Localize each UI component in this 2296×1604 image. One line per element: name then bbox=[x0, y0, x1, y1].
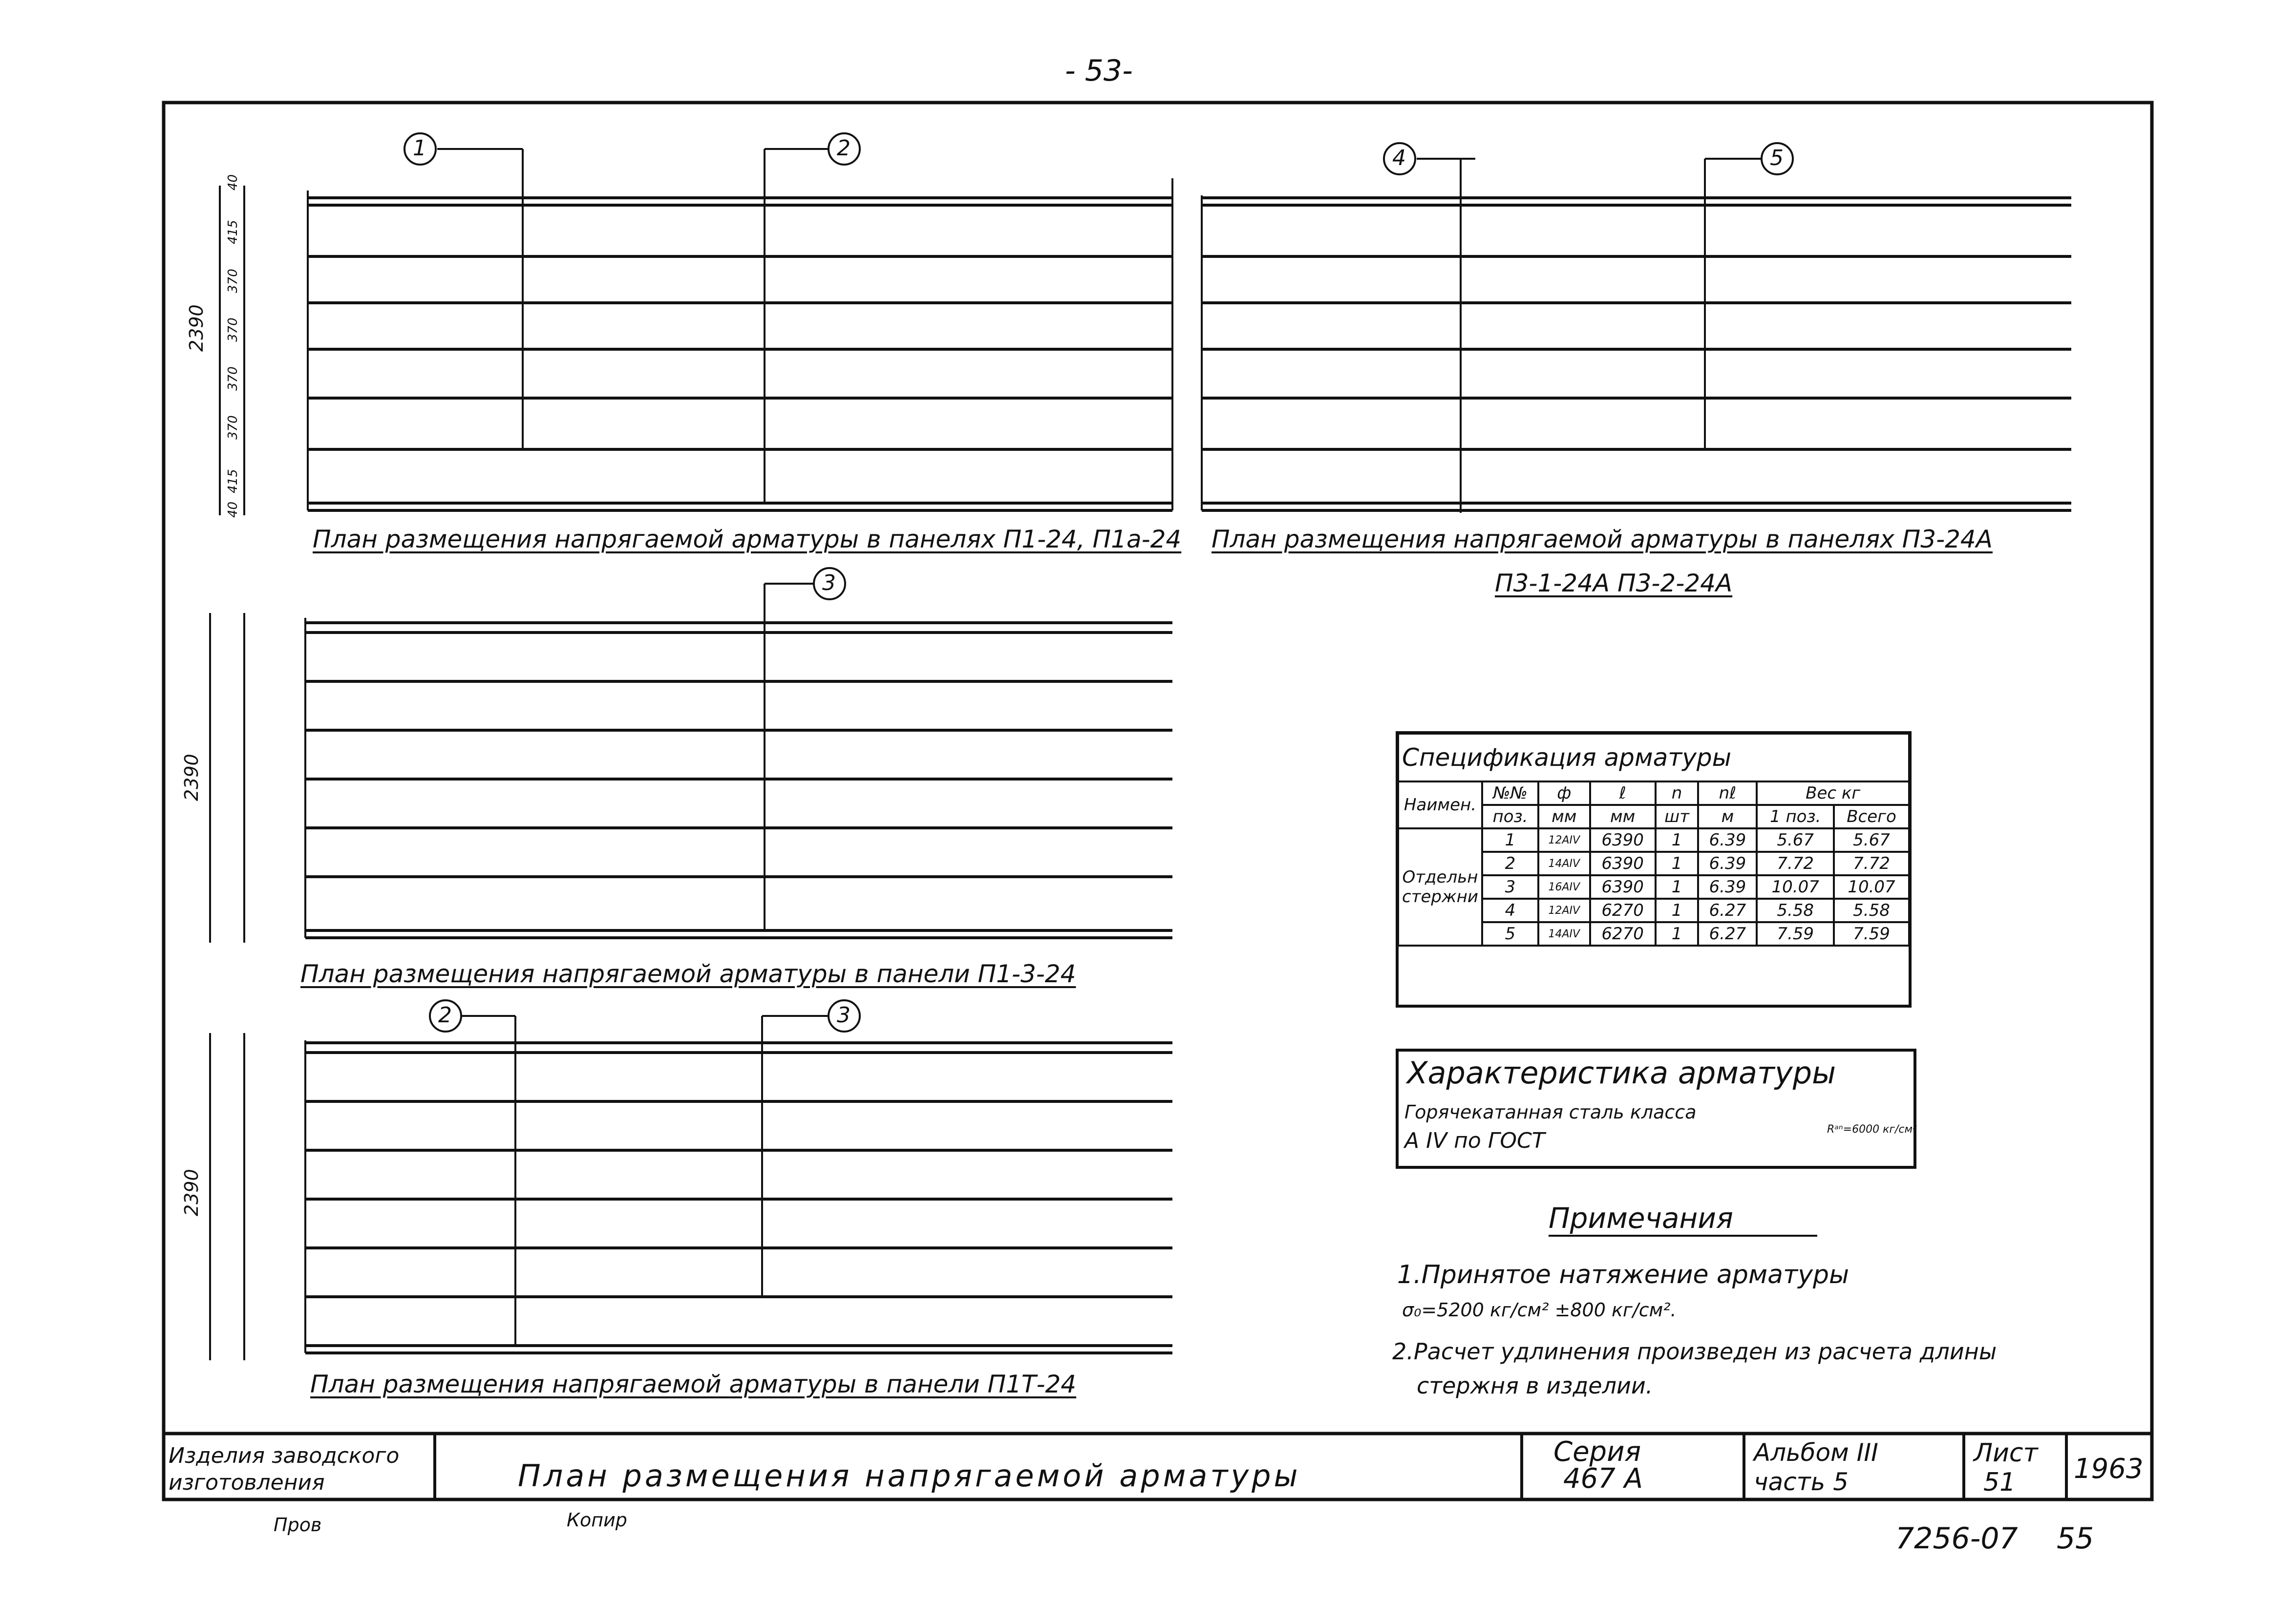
spec-h-pos2: поз. bbox=[1482, 805, 1538, 828]
stamp-title: План размещения напрягаемой арматуры bbox=[518, 1458, 1301, 1494]
cell: 1 bbox=[1656, 852, 1699, 875]
plan-title-p3: План размещения напрягаемой арматуры в панели П1-3-24 bbox=[300, 960, 1076, 988]
dim-total-p1: 2390 bbox=[186, 304, 207, 352]
dim-seg-p1-2: 370 bbox=[226, 269, 240, 293]
cell: 6.27 bbox=[1698, 899, 1757, 922]
plan-title-p4: План размещения напрягаемой арматуры в панели П1Т-24 bbox=[310, 1370, 1077, 1398]
cell: 5.58 bbox=[1834, 899, 1909, 922]
table-row bbox=[1398, 828, 1909, 852]
cell: 6.39 bbox=[1698, 875, 1757, 899]
spec-h-len: ℓ bbox=[1590, 781, 1656, 805]
marker-p1-2: 2 bbox=[837, 136, 850, 161]
marker-p3-3: 3 bbox=[822, 570, 836, 595]
marker-p4-2: 2 bbox=[438, 1003, 452, 1028]
stamp-category-1: Изделия заводского bbox=[169, 1443, 400, 1468]
cell: 1 bbox=[1656, 899, 1699, 922]
cell: 5 bbox=[1482, 922, 1538, 946]
cell: 5.67 bbox=[1834, 828, 1909, 852]
notes-heading: Примечания bbox=[1549, 1202, 1733, 1235]
cell: 16АIV bbox=[1538, 875, 1590, 899]
spec-h-pos: №№ bbox=[1482, 781, 1538, 805]
spec-h-w1: 1 поз. bbox=[1757, 805, 1834, 828]
marker-p2-4: 4 bbox=[1392, 146, 1406, 170]
cell: 7.59 bbox=[1834, 922, 1909, 946]
spec-h-weight: Вес кг bbox=[1757, 781, 1909, 805]
char-value: Rᵃⁿ=6000 кг/см² bbox=[1827, 1123, 1917, 1136]
stamp-album-part: часть 5 bbox=[1754, 1468, 1849, 1496]
cell: 10.07 bbox=[1757, 875, 1834, 899]
note-1b: σ₀=5200 кг/см² ±800 кг/см². bbox=[1402, 1299, 1677, 1321]
marker-p1-1: 1 bbox=[413, 136, 426, 161]
footer-checked: Пров bbox=[274, 1514, 322, 1536]
cell: 7.59 bbox=[1757, 922, 1834, 946]
dim-seg-p1-6: 415 bbox=[226, 469, 240, 493]
spec-h-tot2: м bbox=[1698, 805, 1757, 828]
cell: 6.27 bbox=[1698, 922, 1757, 946]
stamp-sheet-value: 51 bbox=[1983, 1468, 2016, 1497]
cell: 6390 bbox=[1590, 875, 1656, 899]
dim-seg-p1-4: 370 bbox=[226, 366, 240, 391]
stamp-category-2: изготовления bbox=[169, 1470, 325, 1495]
cell: 3 bbox=[1482, 875, 1538, 899]
char-line2: А IV по ГОСТ bbox=[1404, 1128, 1545, 1153]
cell: 6390 bbox=[1590, 852, 1656, 875]
note-1: 1.Принятое натяжение арматуры bbox=[1397, 1260, 1850, 1289]
spec-h-name: Наимен. bbox=[1398, 781, 1482, 828]
cell: 6270 bbox=[1590, 899, 1656, 922]
cell: 6270 bbox=[1590, 922, 1656, 946]
cell: 4 bbox=[1482, 899, 1538, 922]
footer-copied: Копир bbox=[567, 1509, 627, 1531]
footer-page: 55 bbox=[2057, 1521, 2094, 1556]
spec-table bbox=[1397, 733, 1910, 947]
cell: 2 bbox=[1482, 852, 1538, 875]
cell: 12АIV bbox=[1538, 828, 1590, 852]
cell: 7.72 bbox=[1834, 852, 1909, 875]
cell: 14АIV bbox=[1538, 922, 1590, 946]
cell: 5.67 bbox=[1757, 828, 1834, 852]
dim-seg-p1-7: 40 bbox=[226, 501, 240, 518]
spec-h-dia2: мм bbox=[1538, 805, 1590, 828]
cell: 10.07 bbox=[1834, 875, 1909, 899]
spec-h-wt: Всего bbox=[1834, 805, 1909, 828]
spec-h-len2: мм bbox=[1590, 805, 1656, 828]
dim-seg-p1-1: 415 bbox=[226, 220, 240, 244]
footer-doc-number: 7256-07 bbox=[1895, 1521, 2018, 1556]
char-title: Характеристика арматуры bbox=[1407, 1055, 1836, 1091]
stamp-sheet-label: Лист bbox=[1974, 1438, 2038, 1468]
note-2: 2.Расчет удлинения произведен из расчета длины bbox=[1392, 1338, 1997, 1365]
char-line1: Горячекатанная сталь класса bbox=[1404, 1101, 1697, 1123]
dim-seg-p1-3: 370 bbox=[226, 317, 240, 342]
marker-p2-5: 5 bbox=[1770, 146, 1784, 170]
spec-h-cnt2: шт bbox=[1656, 805, 1699, 828]
cell: 1 bbox=[1482, 828, 1538, 852]
cell: 7.72 bbox=[1757, 852, 1834, 875]
spec-h-cnt: n bbox=[1656, 781, 1699, 805]
spec-h-dia: ф bbox=[1538, 781, 1590, 805]
plan-title-p2: План размещения напрягаемой арматуры в панелях П3-24А bbox=[1212, 525, 1993, 553]
stamp-series-value: 467 А bbox=[1563, 1463, 1643, 1495]
stamp-album-label: Альбом III bbox=[1754, 1438, 1878, 1467]
dim-total-p3: 2390 bbox=[181, 754, 202, 801]
note-2b: стержня в изделии. bbox=[1417, 1372, 1653, 1399]
marker-p4-3: 3 bbox=[837, 1003, 850, 1028]
dim-seg-p1-5: 370 bbox=[226, 415, 240, 440]
cell: 1 bbox=[1656, 922, 1699, 946]
spec-h-tot: nℓ bbox=[1698, 781, 1757, 805]
plan-title-p1: План размещения напрягаемой арматуры в панелях П1-24, П1а-24 bbox=[313, 525, 1182, 553]
cell: 14АIV bbox=[1538, 852, 1590, 875]
cell: 6.39 bbox=[1698, 828, 1757, 852]
cell: 1 bbox=[1656, 828, 1699, 852]
cell: 6.39 bbox=[1698, 852, 1757, 875]
cell: 12АIV bbox=[1538, 899, 1590, 922]
dim-total-p4: 2390 bbox=[181, 1169, 202, 1216]
cell: 5.58 bbox=[1757, 899, 1834, 922]
stamp-year: 1963 bbox=[2074, 1453, 2144, 1485]
spec-title: Спецификация арматуры bbox=[1398, 734, 1909, 781]
spec-group: Отдельн стержни bbox=[1398, 828, 1482, 946]
stamp-series-label: Серия bbox=[1553, 1436, 1641, 1468]
dim-seg-p1-0: 40 bbox=[226, 174, 240, 190]
cell: 1 bbox=[1656, 875, 1699, 899]
page-number: - 53- bbox=[1065, 54, 1133, 88]
cell: 6390 bbox=[1590, 828, 1656, 852]
plan-subtitle-p2: П3-1-24А П3-2-24А bbox=[1495, 569, 1733, 597]
